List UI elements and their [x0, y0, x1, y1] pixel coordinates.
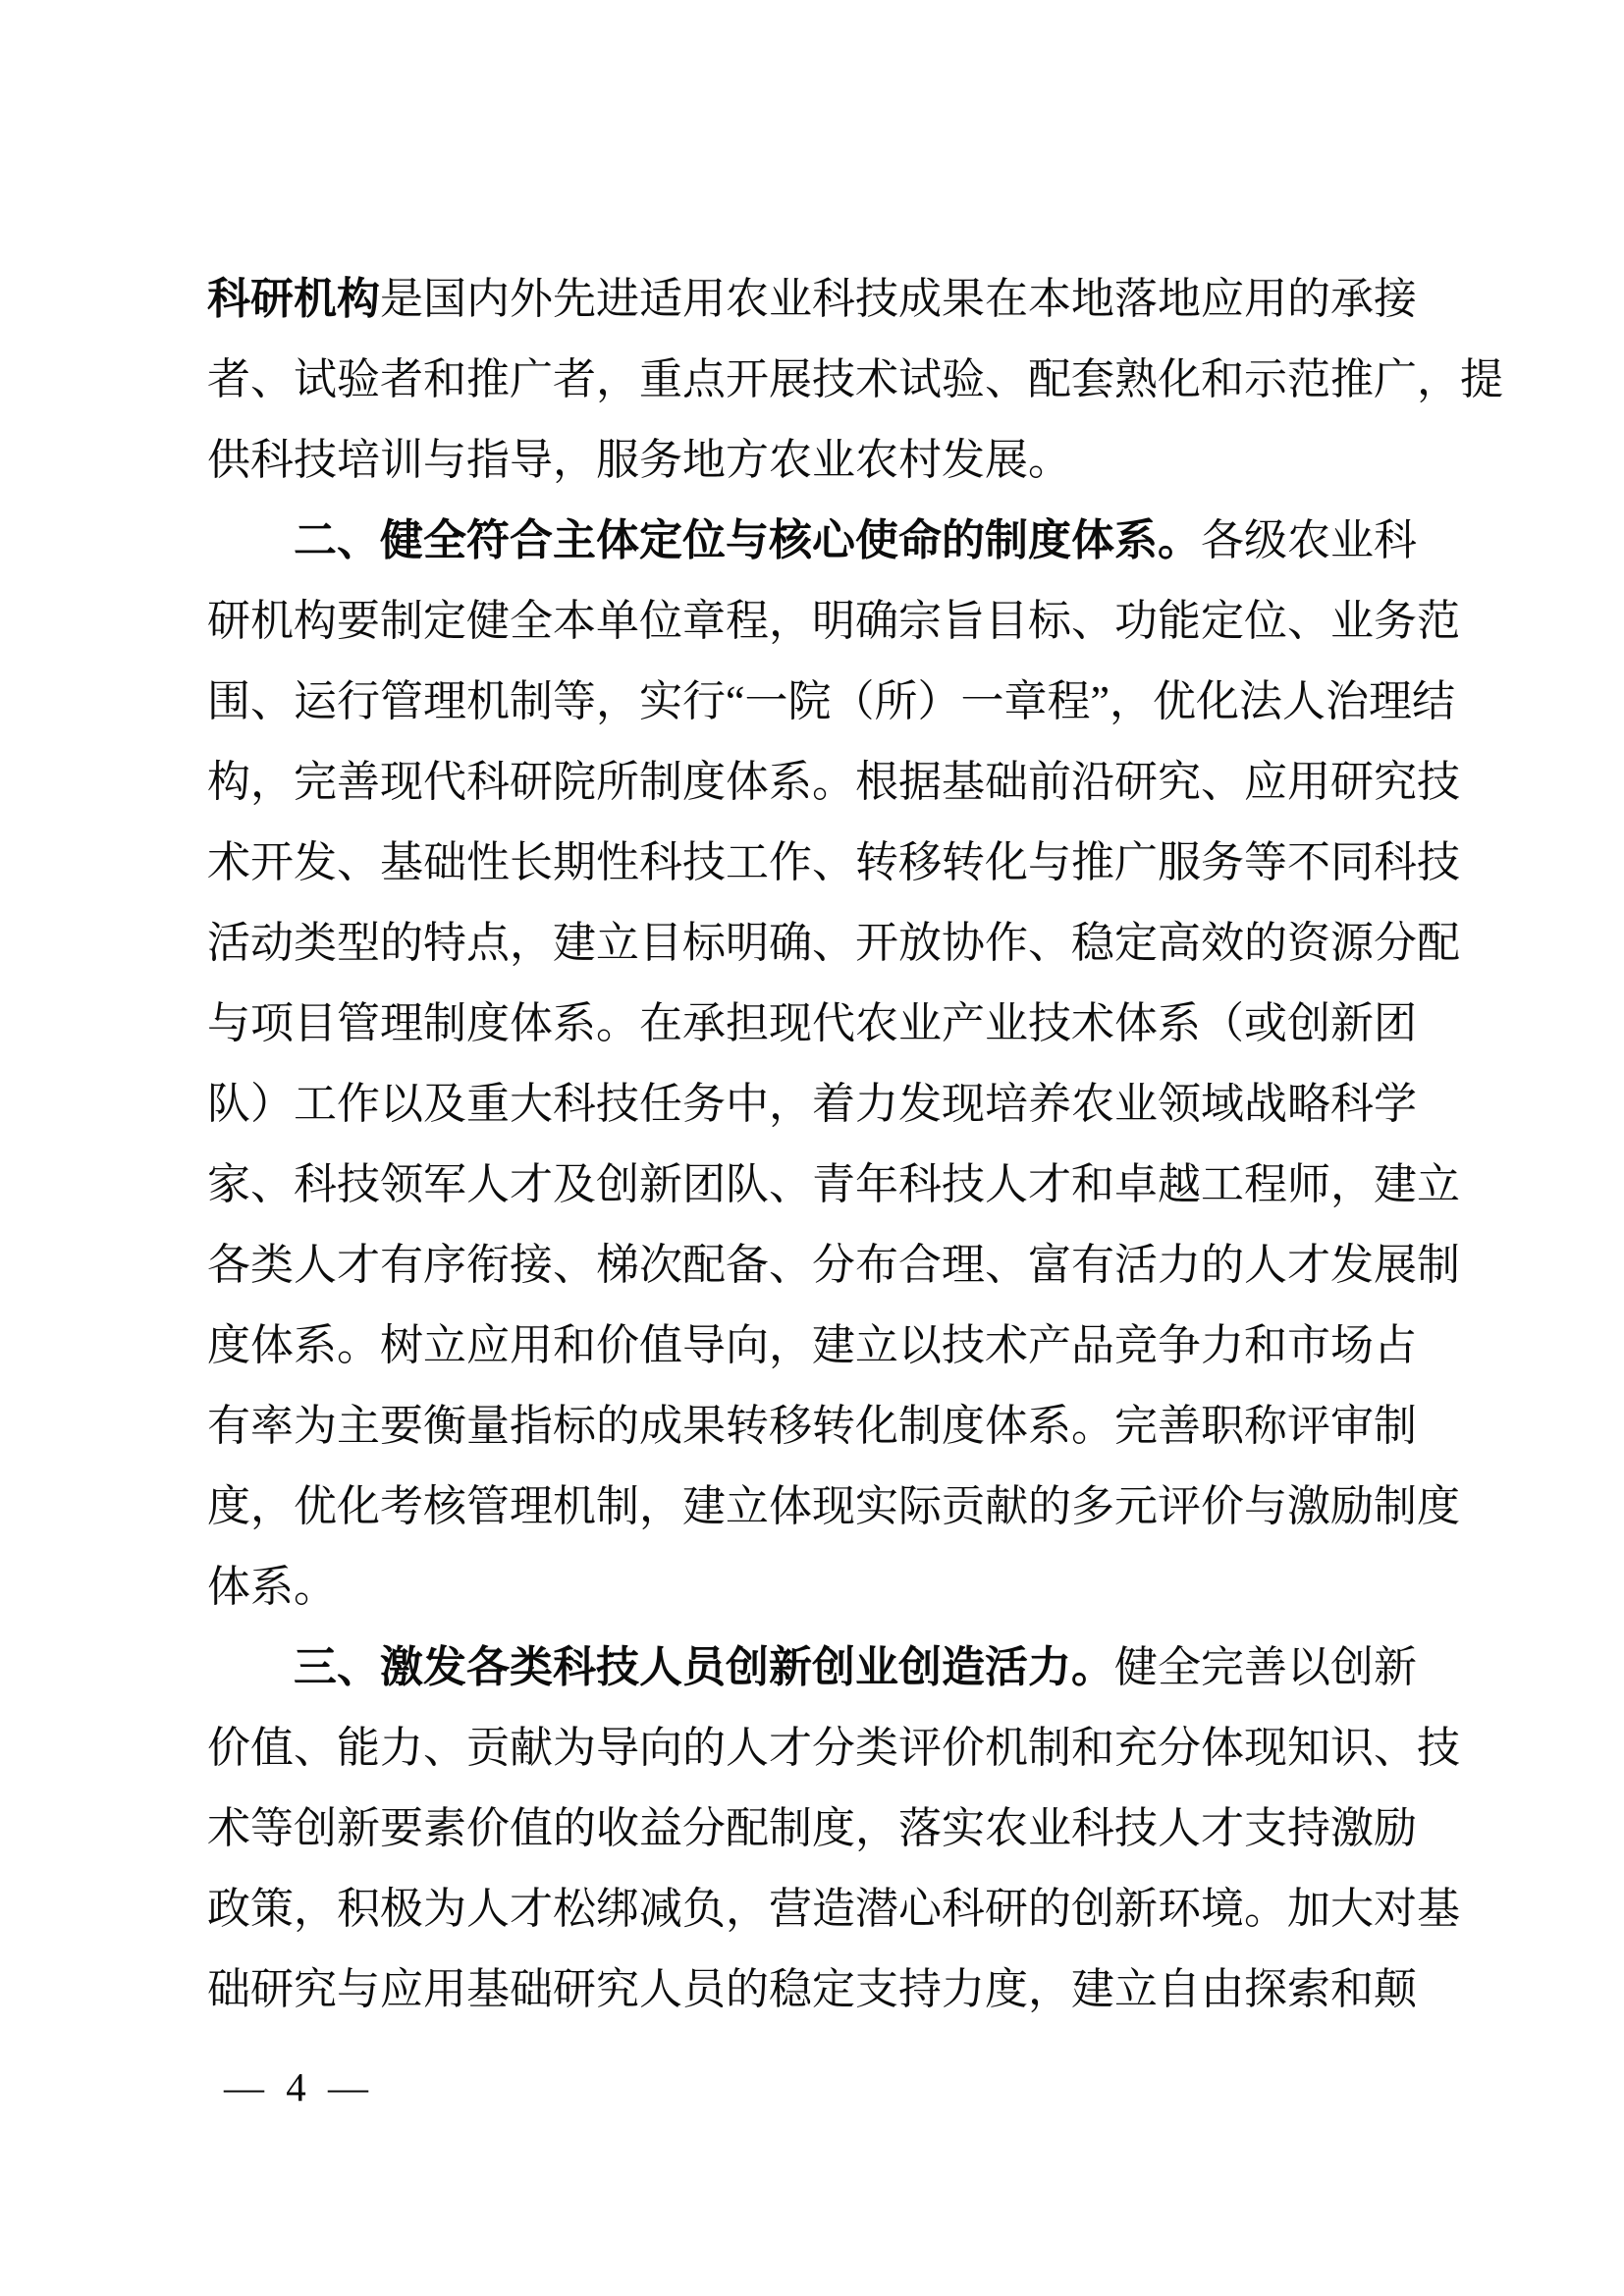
bold-lead-text: 科研机构	[207, 275, 380, 323]
text-line	[207, 420, 1417, 501]
body-text: 政策，积极为人才松绑减负，营造潜心科研的创新环境。加大对基	[207, 1885, 1460, 1933]
text-line	[207, 1869, 1460, 1949]
text-line	[207, 581, 1460, 662]
body-text: 体系。	[207, 1563, 337, 1611]
text-line	[207, 823, 1460, 903]
body-text: 础研究与应用基础研究人员的稳定支持力度，建立自由探索和颠	[207, 1965, 1417, 2013]
section-heading-line-3	[207, 1628, 1417, 1708]
text-line	[207, 1789, 1417, 1869]
text-line	[207, 662, 1456, 742]
document-body	[207, 259, 1503, 2030]
text-line	[207, 1547, 1417, 1628]
body-text: 度，优化考核管理机制，建立体现实际贡献的多元评价与激励制度	[207, 1482, 1460, 1530]
body-text: 术开发、基础性长期性科技工作、转移转化与推广服务等不同科技	[207, 838, 1460, 886]
body-text: 度体系。树立应用和价值导向，建立以技术产品竞争力和市场占	[207, 1321, 1417, 1369]
text-line	[207, 1708, 1460, 1789]
text-line	[207, 340, 1503, 420]
body-text: 是国内外先进适用农业科技成果在本地落地应用的承接	[380, 275, 1417, 323]
section-heading: 三、激发各类科技人员创新创业创造活力。	[294, 1643, 1114, 1691]
section-heading-line-2	[207, 501, 1417, 581]
body-text: 队）工作以及重大科技任务中，着力发现培养农业领域战略科学	[207, 1080, 1417, 1128]
body-text: 活动类型的特点，建立目标明确、开放协作、稳定高效的资源分配	[207, 919, 1460, 967]
text-line	[207, 1225, 1460, 1306]
text-line	[207, 1467, 1460, 1547]
text-line	[207, 259, 1417, 340]
text-line	[207, 1386, 1417, 1467]
body-text: 与项目管理制度体系。在承担现代农业产业技术体系（或创新团	[207, 999, 1417, 1047]
body-text: 研机构要制定健全本单位章程，明确宗旨目标、功能定位、业务范	[207, 597, 1460, 645]
body-text: 供科技培训与指导，服务地方农业农村发展。	[207, 436, 1071, 484]
body-text: 者、试验者和推广者，重点开展技术试验、配套熟化和示范推广，提	[207, 355, 1503, 403]
text-line	[207, 984, 1417, 1064]
body-text: 各级农业科	[1201, 516, 1417, 564]
page-number: — 4 —	[224, 2064, 374, 2109]
body-text: 构，完善现代科研院所制度体系。根据基础前沿研究、应用研究技	[207, 758, 1460, 806]
body-text: 围、运行管理机制等，实行“一院（所）一章程”，优化法人治理结	[207, 677, 1456, 725]
body-text: 有率为主要衡量指标的成果转移转化制度体系。完善职称评审制	[207, 1402, 1417, 1450]
body-text: 健全完善以创新	[1114, 1643, 1417, 1691]
text-line	[207, 1949, 1417, 2030]
text-line	[207, 1145, 1460, 1225]
text-line	[207, 1064, 1417, 1145]
body-text: 各类人才有序衔接、梯次配备、分布合理、富有活力的人才发展制	[207, 1241, 1460, 1289]
body-text: 家、科技领军人才及创新团队、青年科技人才和卓越工程师，建立	[207, 1160, 1460, 1208]
body-text: 价值、能力、贡献为导向的人才分类评价机制和充分体现知识、技	[207, 1724, 1460, 1772]
text-line	[207, 1306, 1417, 1386]
text-line	[207, 903, 1460, 984]
section-heading: 二、健全符合主体定位与核心使命的制度体系。	[294, 516, 1201, 564]
text-line	[207, 742, 1460, 823]
page-footer	[224, 2065, 374, 2109]
body-text: 术等创新要素价值的收益分配制度，落实农业科技人才支持激励	[207, 1804, 1417, 1852]
